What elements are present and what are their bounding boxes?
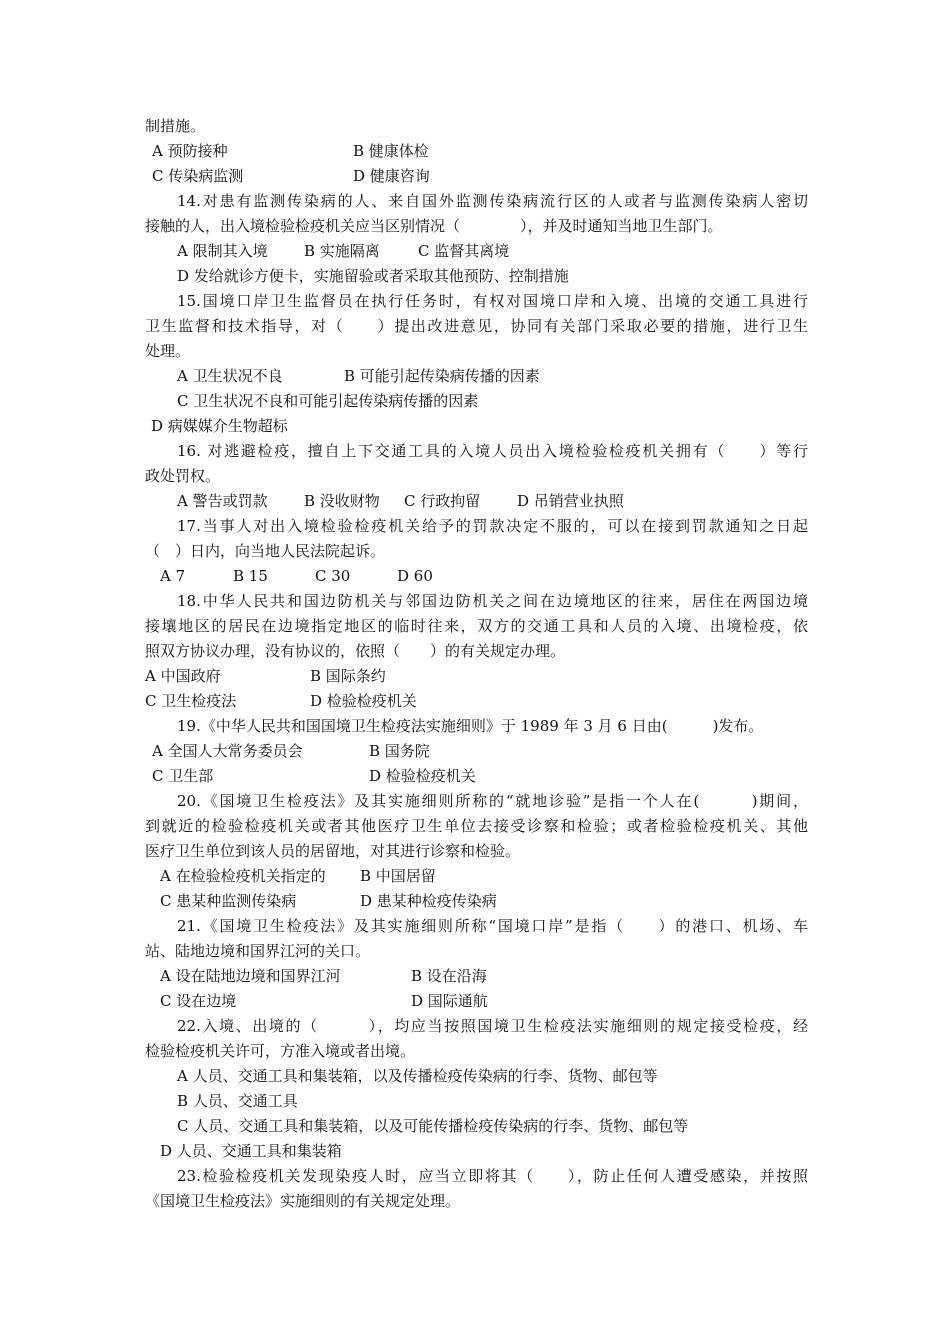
option-text: C 30 bbox=[315, 567, 351, 585]
option-text: A 人员、交通工具和集装箱，以及传播检疫传染病的行李、货物、邮包等 bbox=[177, 1067, 658, 1085]
option-text: A 在检验检疫机关指定的 bbox=[160, 867, 326, 885]
option-text: A 限制其入境 bbox=[177, 242, 268, 260]
option-text: D 健康咨询 bbox=[353, 167, 430, 185]
option-text: C 卫生检疫法 bbox=[145, 692, 237, 710]
option-text: C 患某种监测传染病 bbox=[160, 892, 297, 910]
option-text: B 中国居留 bbox=[360, 867, 436, 885]
option-text: D 病媒媒介生物超标 bbox=[151, 417, 288, 435]
option-text: D 患某种检疫传染病 bbox=[360, 892, 497, 910]
option-text: D 检验检疫机关 bbox=[310, 692, 417, 710]
option-text: C 设在边境 bbox=[160, 992, 237, 1010]
option-text: D 人员、交通工具和集装箱 bbox=[160, 1142, 342, 1160]
option-text: C 卫生部 bbox=[152, 767, 214, 785]
option-text: D 发给就诊方便卡，实施留验或者采取其他预防、控制措施 bbox=[177, 267, 569, 285]
option-text: C 监督其离境 bbox=[418, 242, 510, 260]
question-text: 23.检验检疫机关发现染疫人时，应当立即将其（ ），防止任何人遭受感染，并按照 bbox=[177, 1167, 808, 1185]
option-text: C 行政拘留 bbox=[404, 492, 481, 510]
text-line: 照双方协议办理，没有协议的，依照（ ）的有关规定办理。 bbox=[145, 642, 566, 660]
text-line: 到就近的检验检疫机关或者其他医疗卫生单位去接受诊察和检验；或者检验检疫机关、其他 bbox=[145, 817, 808, 835]
text-line: 处理。 bbox=[145, 342, 191, 360]
text-line: 医疗卫生单位到该人员的居留地，对其进行诊察和检验。 bbox=[145, 842, 521, 860]
question-text: 21.《国境卫生检疫法》及其实施细则所称“国境口岸”是指（ ）的港口、机场、车 bbox=[177, 917, 808, 935]
question-text: 20.《国境卫生检疫法》及其实施细则所称的“就地诊验”是指一个人在( )期间， bbox=[177, 792, 808, 810]
option-text: B 实施隔离 bbox=[304, 242, 380, 260]
text-line: 检验检疫机关许可，方准入境或者出境。 bbox=[145, 1042, 416, 1060]
text-line: 站、陆地边境和国界江河的关口。 bbox=[145, 942, 371, 960]
option-text: B 国际条约 bbox=[310, 667, 386, 685]
option-text: B 人员、交通工具 bbox=[177, 1092, 298, 1110]
text-line: 接触的人，出入境检验检疫机关应当区别情况（ ），并及时通知当地卫生部门。 bbox=[145, 217, 723, 235]
text-line: 《国境卫生检疫法》实施细则的有关规定处理。 bbox=[145, 1192, 461, 1210]
option-text: A 卫生状况不良 bbox=[177, 367, 283, 385]
question-text: 22.入境、出境的（ ），均应当按照国境卫生检疫法实施细则的规定接受检疫，经 bbox=[177, 1017, 808, 1035]
question-text: 19.《中华人民共和国国境卫生检疫法实施细则》于 1989 年 3 月 6 日由( )发布。 bbox=[177, 717, 764, 735]
option-text: C 卫生状况不良和可能引起传染病传播的因素 bbox=[177, 392, 479, 410]
text-line: 制措施。 bbox=[145, 117, 206, 135]
question-text: 17.当事人对出入境检验检疫机关给予的罚款决定不服的，可以在接到罚款通知之日起 bbox=[177, 517, 808, 535]
option-text: D 检验检疫机关 bbox=[369, 767, 476, 785]
option-text: B 可能引起传染病传播的因素 bbox=[344, 367, 540, 385]
option-text: A 警告或罚款 bbox=[177, 492, 268, 510]
text-line: 接壤地区的居民在边境指定地区的临时往来，双方的交通工具和人员的入境、出境检疫，依 bbox=[145, 617, 808, 635]
option-text: B 健康体检 bbox=[353, 142, 429, 160]
option-text: D 国际通航 bbox=[411, 992, 488, 1010]
option-text: A 中国政府 bbox=[145, 667, 221, 685]
text-line: （ ）日内，向当地人民法院起诉。 bbox=[145, 542, 386, 560]
question-text: 15.国境口岸卫生监督员在执行任务时，有权对国境口岸和入境、出境的交通工具进行 bbox=[177, 292, 808, 310]
question-text: 16. 对逃避检疫，擅自上下交通工具的入境人员出入境检验检疫机关拥有（ ）等行 bbox=[177, 442, 808, 460]
option-text: D 60 bbox=[397, 567, 433, 585]
option-text: D 吊销营业执照 bbox=[517, 492, 624, 510]
option-text: A 7 bbox=[160, 567, 186, 585]
option-text: B 没收财物 bbox=[304, 492, 380, 510]
option-text: A 全国人大常务委员会 bbox=[152, 742, 303, 760]
option-text: C 传染病监测 bbox=[152, 167, 244, 185]
option-text: A 设在陆地边境和国界江河 bbox=[160, 967, 341, 985]
option-text: C 人员、交通工具和集装箱，以及可能传播检疫传染病的行李、货物、邮包等 bbox=[177, 1117, 689, 1135]
option-text: B 国务院 bbox=[369, 742, 430, 760]
text-line: 政处罚权。 bbox=[145, 467, 221, 485]
option-text: B 设在沿海 bbox=[411, 967, 487, 985]
question-text: 18.中华人民共和国边防机关与邻国边防机关之间在边境地区的往来，居住在两国边境 bbox=[177, 592, 808, 610]
option-text: B 15 bbox=[233, 567, 268, 585]
text-line: 卫生监督和技术指导，对（ ）提出改进意见，协同有关部门采取必要的措施，进行卫生 bbox=[145, 317, 808, 335]
option-text: A 预防接种 bbox=[152, 142, 228, 160]
question-text: 14.对患有监测传染病的人、来自国外监测传染病流行区的人或者与监测传染病人密切 bbox=[177, 192, 808, 210]
